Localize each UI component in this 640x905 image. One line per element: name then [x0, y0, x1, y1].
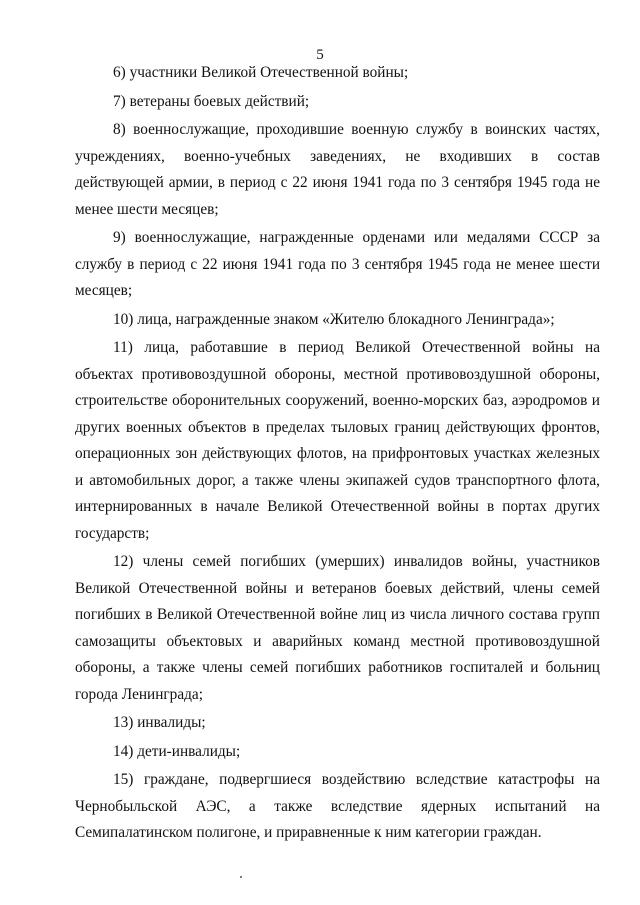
list-item-8: 8) военнослужащие, проходившие военную службу в воинских частях, учреждениях, военно-учебных заведениях, не входивших в состав действующей армии, в период с 22 июня 1941 года по 3 сентября 1945 года не менее шести месяцев; [75, 121, 600, 218]
list-item-14: 14) дети-инвалиды; [113, 742, 241, 760]
list-item-11: 11) лица, работавшие в период Великой Отечественной войны на объектах противовоздушной обороны, местной противовоздушной обороны, строительстве оборонительных сооружений, военно-морских баз, аэродромов и других военных объектов в пределах тыловых границ действующих фронтов, операционных зон действующих флотов, на прифронтовых участках железных и автомобильных дорог, а также члены экипажей судов транспортного флота, интернированных в начале Великой Отечественной войны в портах других государств; [75, 339, 600, 542]
list-item-7: 7) ветераны боевых действий; [113, 92, 310, 110]
list-item-6: 6) участники Великой Отечественной войны; [113, 64, 409, 81]
list-item-13: 13) инвалиды; [113, 714, 206, 731]
list-item-9: 9) военнослужащие, награжденные орденами или медалями СССР за службу в период с 22 июня 1941 года по 3 сентября 1945 года не менее шести месяцев; [75, 229, 600, 299]
list-item-12: 12) члены семей погибших (умерших) инвалидов войны, участников Великой Отечественной войны и ветеранов боевых действий, члены семей погибших в Великой Отечественной войне лиц из числа личного состава групп самозащиты объектовых и аварийных команд местной противовоздушной обороны, а также члены семей погибших работников госпиталей и больниц города Ленинграда; [75, 553, 600, 703]
page-number: 5 [316, 47, 324, 63]
list-item-10: 10) лица, награжденные знаком «Жителю блокадного Ленинграда»; [113, 310, 555, 328]
scan-speck [240, 876, 242, 878]
document-body [75, 60, 600, 847]
list-item-15: 15) граждане, подвергшиеся воздействию вследствие катастрофы на Чернобыльской АЭС, а также вследствие ядерных испытаний на Семипалатинском полигоне, и приравненные к ним категории граждан. [75, 771, 600, 841]
